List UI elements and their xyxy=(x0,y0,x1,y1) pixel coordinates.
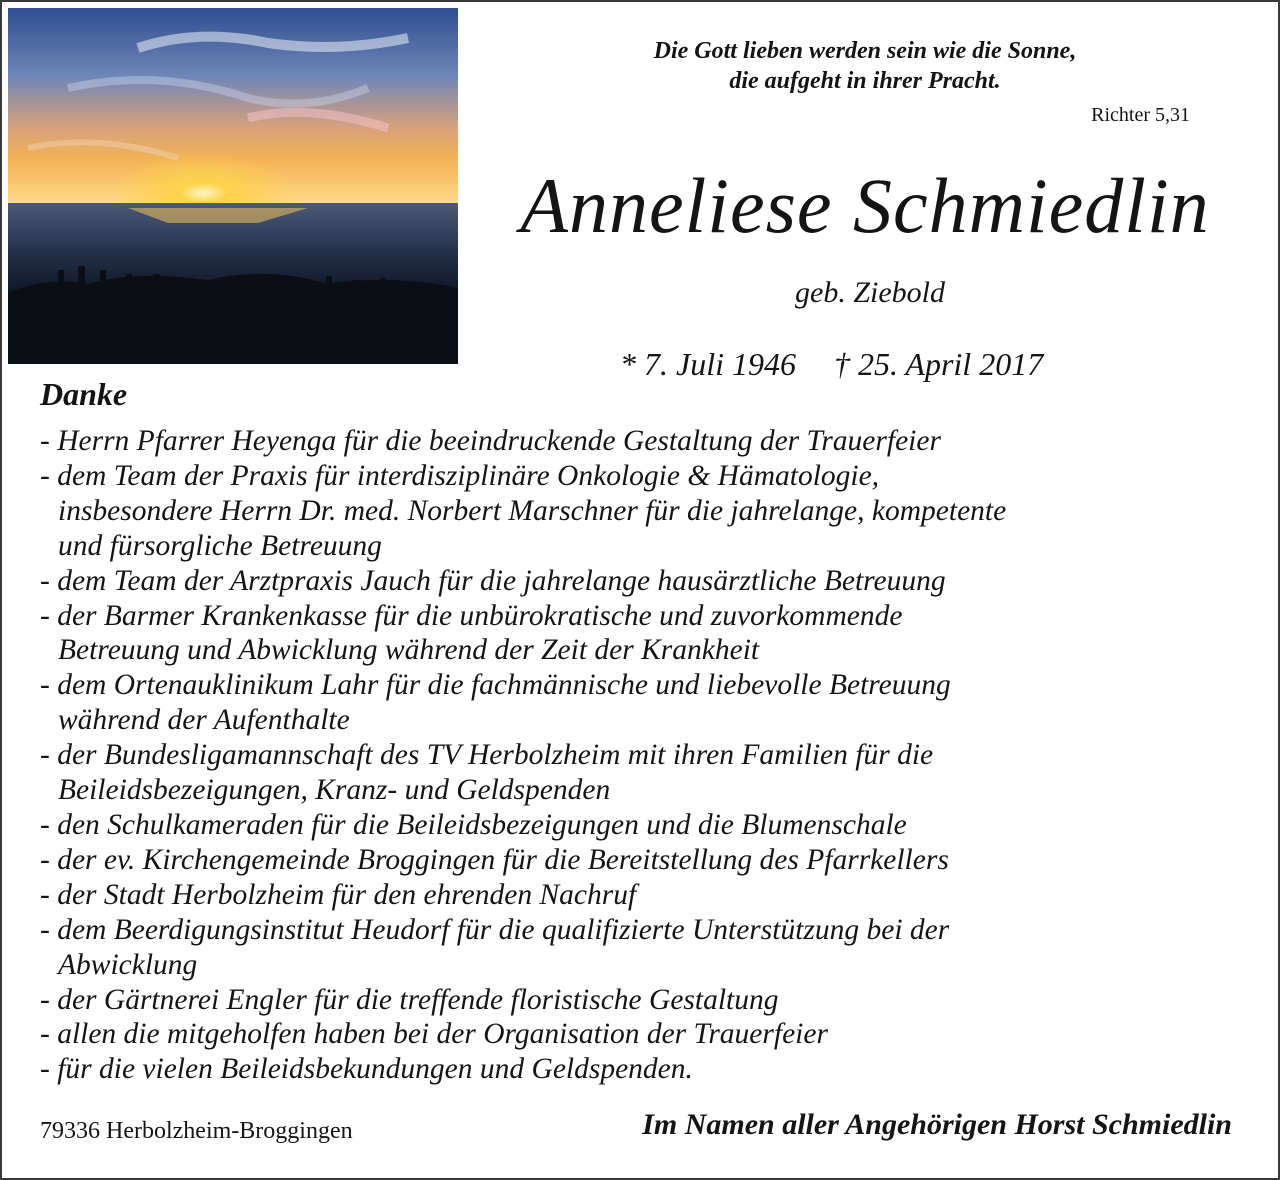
thanks-line: - dem Team der Praxis für interdisziplinäre Onkologie & Hämatologie, xyxy=(40,459,880,492)
thanks-line: Betreuung und Abwicklung während der Zeit der Krankheit xyxy=(58,634,760,667)
thanks-line: - den Schulkameraden für die Beileidsbezeigungen und die Blumenschale xyxy=(40,808,907,841)
thanks-line: insbesondere Herrn Dr. med. Norbert Marschner für die jahrelange, kompetente xyxy=(58,494,1007,527)
thanks-line: und fürsorgliche Betreuung xyxy=(58,529,382,562)
thanks-line: - dem Beerdigungsinstitut Heudorf für die qualifizierte Unterstützung bei der xyxy=(40,913,950,946)
location: 79336 Herbolzheim-Broggingen xyxy=(40,1118,353,1144)
thanks-line: - Herrn Pfarrer Heyenga für die beeindruckende Gestaltung der Trauerfeier xyxy=(40,425,941,457)
thanks-line: - dem Ortenauklinikum Lahr für die fachmännische und liebevolle Betreuung xyxy=(40,669,951,702)
thanks-line: Abwicklung xyxy=(58,948,198,981)
quote-source: Richter 5,31 xyxy=(1091,104,1190,126)
thanks-line: - für die vielen Beileidsbekundungen und Geldspenden. xyxy=(40,1053,693,1086)
quote-line: die aufgeht in ihrer Pracht. xyxy=(729,68,1001,94)
thanks-line: - der Gärtnerei Engler für die treffende floristische Gestaltung xyxy=(40,983,779,1016)
thanks-line: - der ev. Kirchengemeinde Broggingen für die Bereitstellung des Pfarrkellers xyxy=(40,843,949,876)
signature: Im Namen aller Angehörigen Horst Schmiedlin xyxy=(642,1108,1232,1141)
thanks-line: Beileidsbezeigungen, Kranz- und Geldspenden xyxy=(58,774,611,807)
thanks-line: - der Stadt Herbolzheim für den ehrenden Nachruf xyxy=(40,878,637,911)
deceased-name: Anneliese Schmiedlin xyxy=(520,162,1210,249)
thanks-line: während der Aufenthalte xyxy=(58,704,350,737)
life-dates xyxy=(620,346,1120,383)
thanks-list xyxy=(40,424,1260,1087)
thanks-line: - der Barmer Krankenkasse für die unbürokratische und zuvorkommende xyxy=(40,599,903,632)
thanks-line: - der Bundesligamannschaft des TV Herbolzheim mit ihren Familien für die xyxy=(40,739,934,772)
sunset-photo xyxy=(8,8,458,364)
quote-line: Die Gott lieben werden sein wie die Sonne, xyxy=(653,38,1077,64)
birth-date: * 7. Juli 1946 xyxy=(620,346,796,382)
bible-quote xyxy=(520,36,1210,96)
birth-name: geb. Ziebold xyxy=(795,276,945,309)
thanks-line: - allen die mitgeholfen haben bei der Organisation der Trauerfeier xyxy=(40,1018,828,1051)
thanks-line: - dem Team der Arztpraxis Jauch für die jahrelange hausärztliche Betreuung xyxy=(40,564,946,597)
thanks-title: Danke xyxy=(40,376,128,412)
death-date: † 25. April 2017 xyxy=(833,346,1044,382)
